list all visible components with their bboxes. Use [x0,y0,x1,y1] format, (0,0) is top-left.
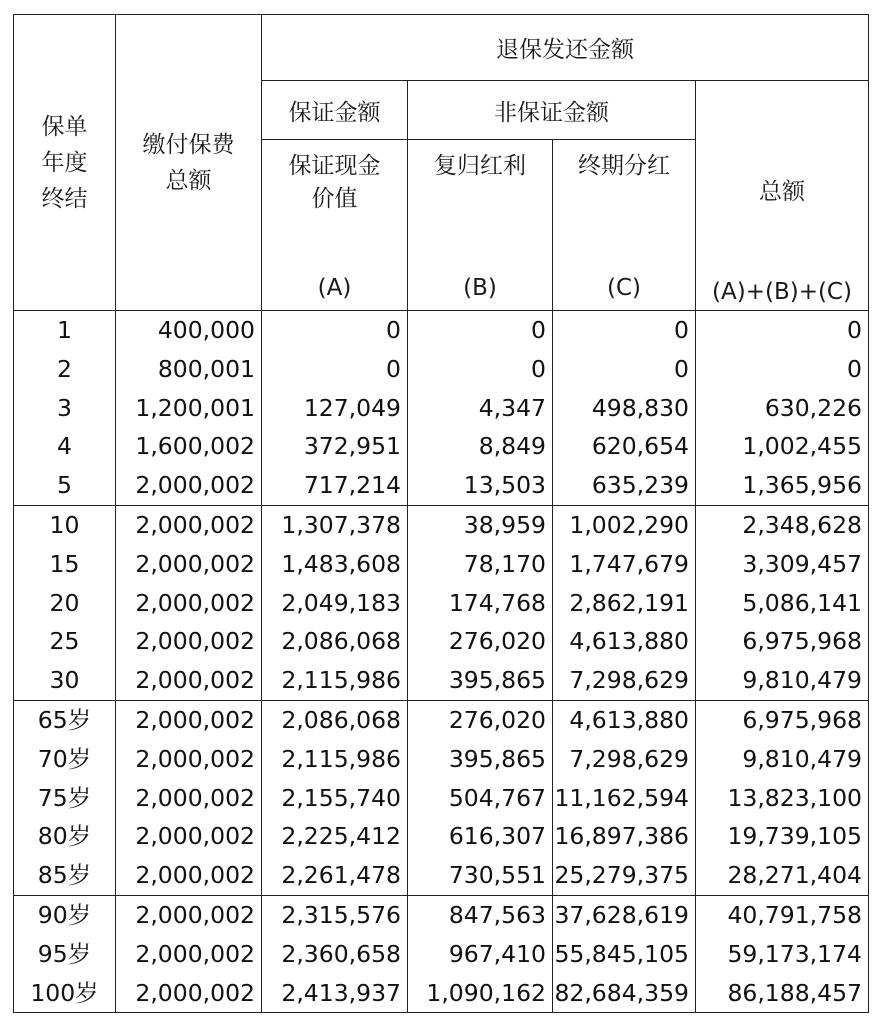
table-row [14,584,869,623]
guaranteed-cash-value-cell: 2,360,658 [262,935,408,974]
year-cell: 65岁 [14,700,116,739]
reversionary-bonus-cell: 38,959 [408,505,553,544]
terminal-bonus-cell: 620,654 [553,427,696,466]
table-row [14,856,869,895]
year-cell: 5 [14,466,116,505]
premium-cell: 2,000,002 [116,545,262,584]
total-cell: 13,823,100 [696,779,869,818]
guaranteed-cash-value-cell: 2,261,478 [262,856,408,895]
guaranteed-cash-value-cell: 1,307,378 [262,505,408,544]
terminal-bonus-cell: 11,162,594 [553,779,696,818]
total-cell: 630,226 [696,389,869,428]
header-total [696,81,869,311]
premium-cell: 2,000,002 [116,779,262,818]
year-cell: 95岁 [14,935,116,974]
header-reversionary-bonus-label: 复归红利 [434,153,526,180]
guaranteed-cash-value-cell: 2,115,986 [262,661,408,700]
premium-cell: 2,000,002 [116,622,262,661]
terminal-bonus-cell: 7,298,629 [553,740,696,779]
reversionary-bonus-cell: 730,551 [408,856,553,895]
header-terminal-bonus [553,140,696,311]
year-cell: 20 [14,584,116,623]
header-tag-c: (C) [606,275,641,302]
year-cell: 3 [14,389,116,428]
guaranteed-cash-value-cell: 0 [262,350,408,389]
guaranteed-cash-value-cell: 2,086,068 [262,700,408,739]
guaranteed-cash-value-cell: 2,049,183 [262,584,408,623]
reversionary-bonus-cell: 8,849 [408,427,553,466]
header-policy-year-end-line-2: 年度 [41,149,88,176]
year-cell: 100岁 [14,974,116,1013]
total-cell: 2,348,628 [696,505,869,544]
table-row [14,661,869,700]
guaranteed-cash-value-cell: 0 [262,311,408,350]
table-row [14,779,869,818]
reversionary-bonus-cell: 616,307 [408,817,553,856]
header-guaranteed-cash-value-line-1: 保证现金 [288,153,381,180]
year-cell: 10 [14,505,116,544]
table-row [14,935,869,974]
table-row [14,427,869,466]
total-cell: 6,975,968 [696,700,869,739]
year-cell: 4 [14,427,116,466]
reversionary-bonus-cell: 0 [408,311,553,350]
total-cell: 28,271,404 [696,856,869,895]
guaranteed-cash-value-cell: 2,225,412 [262,817,408,856]
table-row [14,505,869,544]
total-cell: 9,810,479 [696,661,869,700]
year-cell: 80岁 [14,817,116,856]
benefit-illustration-table [13,14,869,1013]
terminal-bonus-cell: 4,613,880 [553,622,696,661]
table-row [14,817,869,856]
header-tag-a: (A) [317,275,352,302]
premium-cell: 400,000 [116,311,262,350]
premium-cell: 2,000,002 [116,895,262,934]
reversionary-bonus-cell: 967,410 [408,935,553,974]
premium-cell: 2,000,002 [116,584,262,623]
header-policy-year-end-line-1: 保单 [41,113,88,140]
premium-cell: 2,000,002 [116,856,262,895]
premium-cell: 2,000,002 [116,700,262,739]
total-cell: 0 [696,311,869,350]
table-row [14,350,869,389]
premium-cell: 2,000,002 [116,661,262,700]
guaranteed-cash-value-cell: 372,951 [262,427,408,466]
premium-cell: 2,000,002 [116,740,262,779]
table-row [14,974,869,1013]
terminal-bonus-cell: 16,897,386 [553,817,696,856]
total-cell: 0 [696,350,869,389]
terminal-bonus-cell: 0 [553,311,696,350]
header-non-guaranteed-amount: 非保证金额 [408,81,696,140]
terminal-bonus-cell: 25,279,375 [553,856,696,895]
year-cell: 90岁 [14,895,116,934]
total-cell: 19,739,105 [696,817,869,856]
year-cell: 25 [14,622,116,661]
header-total-tag: (A)+(B)+(C) [712,279,852,305]
reversionary-bonus-cell: 504,767 [408,779,553,818]
year-cell: 70岁 [14,740,116,779]
year-cell: 85岁 [14,856,116,895]
terminal-bonus-cell: 1,747,679 [553,545,696,584]
reversionary-bonus-cell: 847,563 [408,895,553,934]
table-row [14,622,869,661]
year-cell: 15 [14,545,116,584]
guaranteed-cash-value-cell: 1,483,608 [262,545,408,584]
benefit-illustration-table-wrap [13,14,869,1013]
total-cell: 5,086,141 [696,584,869,623]
reversionary-bonus-cell: 1,090,162 [408,974,553,1013]
table-row [14,700,869,739]
total-cell: 1,365,956 [696,466,869,505]
guaranteed-cash-value-cell: 2,115,986 [262,740,408,779]
guaranteed-cash-value-cell: 717,214 [262,466,408,505]
total-cell: 40,791,758 [696,895,869,934]
header-guaranteed-cash-value [262,140,408,311]
total-cell: 86,188,457 [696,974,869,1013]
premium-cell: 2,000,002 [116,505,262,544]
reversionary-bonus-cell: 13,503 [408,466,553,505]
terminal-bonus-cell: 55,845,105 [553,935,696,974]
guaranteed-cash-value-cell: 127,049 [262,389,408,428]
year-cell: 2 [14,350,116,389]
header-total-premium [116,15,262,311]
guaranteed-cash-value-cell: 2,086,068 [262,622,408,661]
table-row [14,311,869,350]
reversionary-bonus-cell: 276,020 [408,700,553,739]
reversionary-bonus-cell: 0 [408,350,553,389]
year-cell: 1 [14,311,116,350]
table-body [14,311,869,1013]
header-tag-b: (B) [463,275,497,302]
reversionary-bonus-cell: 395,865 [408,661,553,700]
premium-cell: 1,600,002 [116,427,262,466]
premium-cell: 2,000,002 [116,935,262,974]
guaranteed-cash-value-cell: 2,413,937 [262,974,408,1013]
header-policy-year-end-line-3: 终结 [41,185,88,212]
table-row [14,545,869,584]
premium-cell: 800,001 [116,350,262,389]
total-cell: 59,173,174 [696,935,869,974]
total-cell: 1,002,455 [696,427,869,466]
header-terminal-bonus-label: 终期分红 [578,153,670,180]
table-row [14,466,869,505]
header-total-label: 总额 [759,179,805,205]
year-cell: 75岁 [14,779,116,818]
table-row [14,389,869,428]
header-total-premium-line-2: 总额 [165,167,212,194]
reversionary-bonus-cell: 4,347 [408,389,553,428]
total-cell: 6,975,968 [696,622,869,661]
guaranteed-cash-value-cell: 2,315,576 [262,895,408,934]
reversionary-bonus-cell: 276,020 [408,622,553,661]
terminal-bonus-cell: 1,002,290 [553,505,696,544]
total-cell: 3,309,457 [696,545,869,584]
year-cell: 30 [14,661,116,700]
premium-cell: 2,000,002 [116,466,262,505]
reversionary-bonus-cell: 395,865 [408,740,553,779]
premium-cell: 2,000,002 [116,817,262,856]
header-total-premium-line-1: 缴付保费 [142,131,235,158]
terminal-bonus-cell: 0 [553,350,696,389]
terminal-bonus-cell: 7,298,629 [553,661,696,700]
header-surrender-amount: 退保发还金额 [262,15,869,81]
total-cell: 9,810,479 [696,740,869,779]
header-guaranteed-amount: 保证金额 [262,81,408,140]
terminal-bonus-cell: 82,684,359 [553,974,696,1013]
terminal-bonus-cell: 2,862,191 [553,584,696,623]
header-guaranteed-cash-value-line-2: 价值 [311,186,358,213]
terminal-bonus-cell: 635,239 [553,466,696,505]
reversionary-bonus-cell: 174,768 [408,584,553,623]
table-row [14,740,869,779]
header-policy-year-end [14,15,116,311]
guaranteed-cash-value-cell: 2,155,740 [262,779,408,818]
terminal-bonus-cell: 37,628,619 [553,895,696,934]
premium-cell: 1,200,001 [116,389,262,428]
table-row [14,895,869,934]
header-reversionary-bonus [408,140,553,311]
reversionary-bonus-cell: 78,170 [408,545,553,584]
premium-cell: 2,000,002 [116,974,262,1013]
terminal-bonus-cell: 4,613,880 [553,700,696,739]
terminal-bonus-cell: 498,830 [553,389,696,428]
